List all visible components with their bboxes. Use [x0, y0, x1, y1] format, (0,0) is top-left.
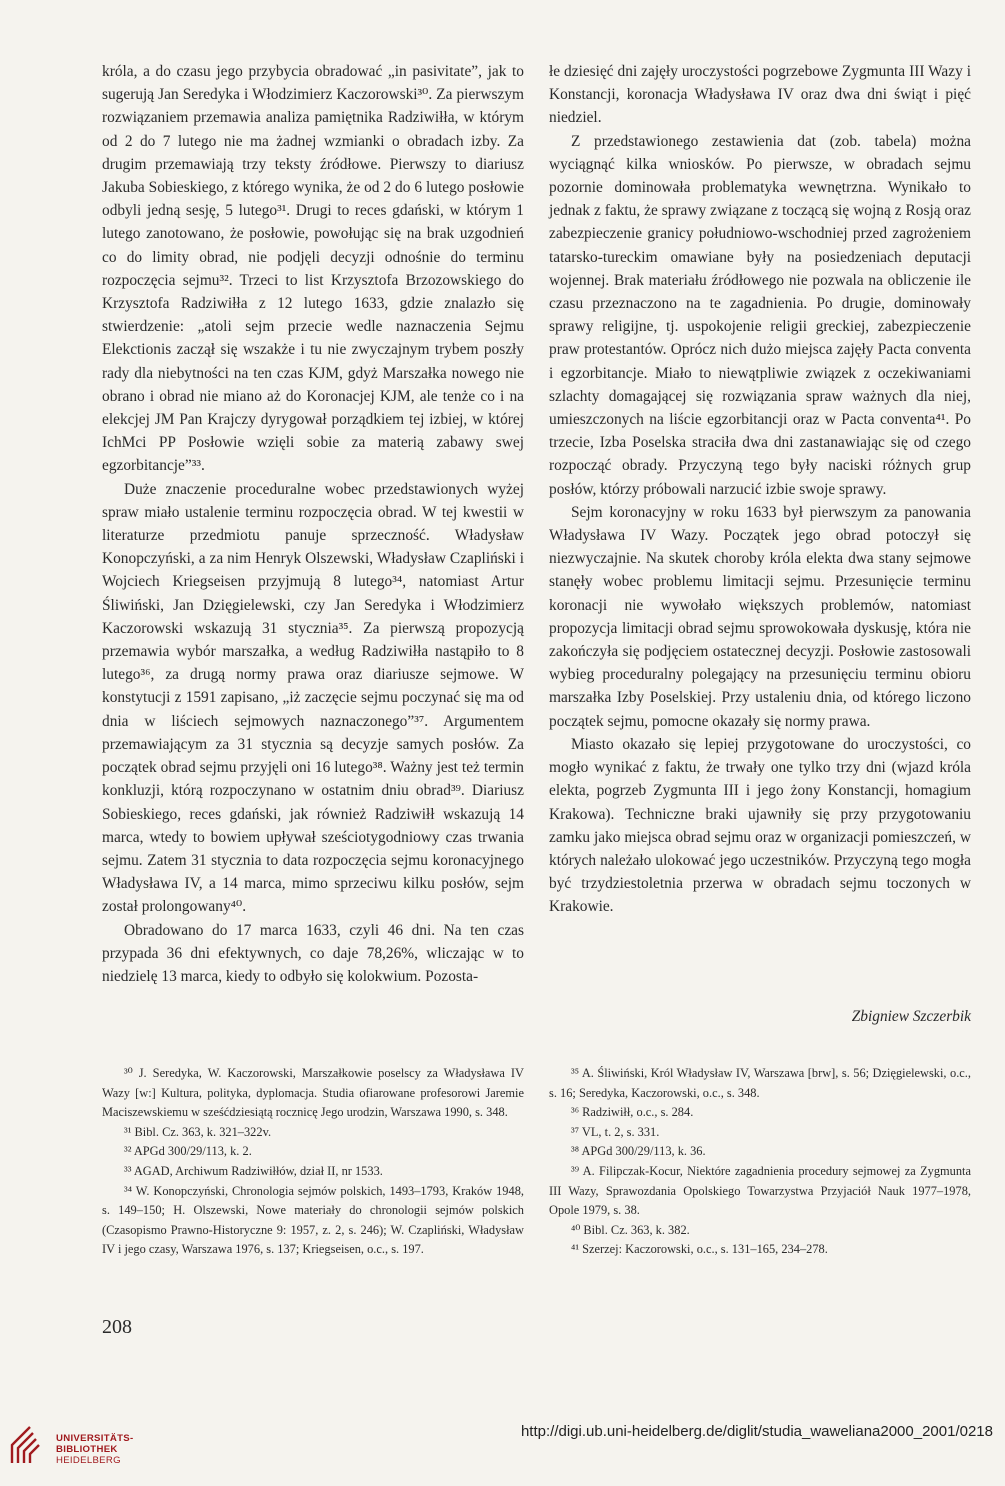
library-name-line: UNIVERSITÄTS- [56, 1433, 134, 1444]
body-paragraph: Sejm koronacyjny w roku 1633 był pierwszym za panowania Władysława IV Wazy. Początek jego obrad potoczył się niezwyczajnie. Na skutek choroby króla elekta dwa stany sejmowe stanęły wobec problemu limitacji sejmu. Przesunięcie terminu koronacji nie wywołało większych problemów, natomiast propozycja limitacji obrad sejmu sprowokowała dyskusję, która nie zakończyła się podjęciem ostatecznej decyzji. Posłowie zastosowali wybieg proceduralny polegający na przesunięciu terminu obioru marszałka Izby Poselskiej. Przy ustaleniu dnia, od którego liczono początek sejmu, pomocne okazały się normy prawa. [549, 503, 971, 730]
footnote: ⁴¹ Szerzej: Kaczorowski, o.c., s. 131–165, 234–278. [571, 1242, 828, 1257]
footnotes-left [102, 1064, 524, 1260]
body-paragraph: króla, a do czasu jego przybycia obradować „in pasivitate”, jak to sugerują Jan Seredyka i Włodzimierz Kaczorowski³⁰. Za pierwszym rozwiązaniem przemawia analiza pamiętnika Radziwiłła, w którym od 2 do 7 lutego nie ma żadnej wzmianki o obradach izby. Za drugim przemawiają trzy teksty źródłowe. Pierwszy to diariusz Jakuba Sobieskiego, z którego wynika, że od 2 do 6 lutego posłowie odbyli jedną sesję, 5 lutego³¹. Drugi to reces gdański, w którym 1 lutego zanotowano, że posłowie, powołując się na brak uzgodnień co do limity obrad, nie podjęli decyzji odnośnie do terminu rozpoczęcia sejmu³². Trzeci to list Krzysztofa Brzozowskiego do Krzysztofa Radziwiłła z 12 lutego 1633, gdzie znalazło się stwierdzenie: „atoli sejm przecie wedle naznaczenia Sejmu Elekctionis zaczął się wszakże i tu nie zwyczajnym trybem poszły rady dla niebytności na ten czas KJM, gdyż Marszałka nowego nie obrano i obrad nie miano aż do Koronacjej KJM, ale tenże co i na elekcjej JM Pan Krajczy dyrygował porządkiem tej izbiej, w której IchMci PP Posłowie wzięli sobie za materią zabawy swej egzorbitancje”³³. [102, 63, 524, 475]
library-name [56, 1433, 133, 1466]
page-number: 208 [102, 1316, 132, 1338]
main-text-right-column [549, 60, 971, 919]
author-signature: Zbigniew Szczerbik [851, 1008, 971, 1025]
library-name-line: HEIDELBERG [56, 1455, 121, 1466]
body-paragraph: Miasto okazało się lepiej przygotowane do uroczystości, co mogło wynikać z faktu, że trwały one tylko trzy dni (wjazd króla elekta, pogrzeb Zygmunta III i jego żony Konstancji, homagium Krakowa). Techniczne braki ujawniły się przy przygotowaniu zamku jako miejsca obrad sejmu oraz w organizacji pomieszczeń, w których należało ulokować jego uczestników. Przyczyną tego mogła być trzydziestoletnia przerwa w obradach sejmu toczonych w Krakowie. [549, 735, 971, 916]
body-paragraph: Duże znaczenie proceduralne wobec przedstawionych wyżej spraw miało ustalenie terminu rozpoczęcia obrad. W tej kwestii w literaturze przedmiotu panuje sprzeczność. Władysław Konopczyński, a za nim Henryk Olszewski, Władysław Czapliński i Wojciech Kriegseisen przyjmują 8 lutego³⁴, natomiast Artur Śliwiński, Jan Dzięgielewski, czy Jan Seredyka i Włodzimierz Kaczorowski wskazują 31 stycznia³⁵. Za pierwszą propozycją przemawia wybór marszałka, a według Radziwiłła nastąpiło to 8 lutego³⁶, za drugą normy prawa oraz diariusze sejmowe. W konstytucji z 1591 zapisano, „iż zaczęcie sejmu poczynać się ma od dnia w liściech sejmowych naznaczonego”³⁷. Argumentem przemawiającym za 31 stycznia są decyzje samych posłów. Za początek obrad sejmu przyjęli oni 16 lutego³⁸. Ważny jest też termin konkluzji, którą rozpoczynano w ostatnim dniu obrad³⁹. Diariusz Sobieskiego, reces gdański, jak również Radziwiłł wskazują 14 marca, wtedy to bowiem upływał sześciotygodniowy czas trwania sejmu. Zatem 31 stycznia to data rozpoczęcia sejmu koronacyjnego Władysława IV, a 14 marca, mimo sprzeciwu kilku posłów, sejm został prolongowany⁴⁰. [102, 480, 524, 916]
footnote: ³⁹ A. Filipczak-Kocur, Niektóre zagadnienia procedury sejmowej za Zygmunta III Wazy, Sprawozdania Opolskiego Towarzystwa Przyjaciół Nauk 1977–1978, Opole 1979, s. 38. [549, 1163, 971, 1218]
footnote: ³⁰ J. Seredyka, W. Kaczorowski, Marszałkowie poselscy za Władysława IV Wazy [w:] Kultura, polityka, dyplomacja. Studia ofiarowane profesorowi Jaremie Maciszewskiemu w sześćdziesiątą rocznicę Jego urodzin, Warszawa 1990, s. 348. [102, 1066, 524, 1120]
main-text-left-column [102, 60, 524, 988]
body-paragraph: Obradowano do 17 marca 1633, czyli 46 dni. Na ten czas przypada 36 dni efektywnych, co daje 78,26%, wliczając w to niedzielę 13 marca, kiedy to odbyło się kolokwium. Pozosta- [102, 921, 524, 985]
footnote: ³¹ Bibl. Cz. 363, k. 321–322v. [124, 1124, 272, 1139]
footnote: ³² APGd 300/29/113, k. 2. [124, 1144, 252, 1159]
library-name-line: BIBLIOTHEK [56, 1444, 118, 1455]
body-paragraph: Z przedstawionego zestawienia dat (zob. tabela) można wyciągnąć kilka wniosków. Po pierwsze, w obradach sejmu pozornie dominowała problematyka wewnętrzna. Wynikało to jednak z faktu, że sprawy związane z toczącą się wojną z Rosją oraz zabezpieczenie granicy południowo-wschodniej przed zagrożeniem tatarsko-tureckim omawiane były na posiedzeniach deputacji wojennej. Brak materiału źródłowego nie pozwala na obliczenie ile czasu przeznaczono na te zagadnienia. Po drugie, dominowały sprawy religijne, tj. uspokojenie religii greckiej, zabezpieczenie praw protestantów. Oprócz nich dużo miejsca zajęły Pacta conventa i egzorbitancje. Miało to niewątpliwie związek z oczekiwaniami szlachty domagającej się rozwiązania spraw ważnych dla niej, umieszczonych na liście egzorbitancji oraz w Pacta conventa⁴¹. Po trzecie, Izba Poselska straciła dwa dni zastanawiając się od czego rozpocząć obrady. Przyczyną tego były naciski różnych grup posłów, którzy próbowali narzucić izbie swoje sprawy. [549, 132, 971, 498]
library-logo-icon [8, 1423, 52, 1467]
footnote: ³³ AGAD, Archiwum Radziwiłłów, dział II, nr 1533. [124, 1163, 383, 1178]
footnote: ³⁴ W. Konopczyński, Chronologia sejmów polskich, 1493–1793, Kraków 1948, s. 149–150; H. Olszewski, Nowe materiały do chronologii sejmów polskich (Czasopismo Prawno-Historyczne 9: 1957, z. 2, s. 246); W. Czapliński, Władysław IV i jego czasy, Warszawa 1976, s. 137; Kriegseisen, o.c., s. 197. [102, 1183, 524, 1257]
digitization-footer [0, 1415, 1005, 1475]
body-paragraph: łe dziesięć dni zajęły uroczystości pogrzebowe Zygmunta III Wazy i Konstancji, koronacja Władysława IV oraz dwa dni świąt i pięć niedziel. [549, 63, 971, 127]
source-url[interactable]: http://digi.ub.uni-heidelberg.de/diglit/studia_waweliana2000_2001/0218 [520, 1423, 993, 1440]
footnote: ³⁶ Radziwiłł, o.c., s. 284. [571, 1105, 694, 1120]
footnote: ³⁸ APGd 300/29/113, k. 36. [571, 1144, 706, 1159]
footnote: ³⁵ A. Śliwiński, Król Władysław IV, Warszawa [brw], s. 56; Dzięgielewski, o.c., s. 16; Seredyka, Kaczorowski, o.c., s. 348. [549, 1066, 971, 1100]
footnote: ³⁷ VL, t. 2, s. 331. [571, 1124, 660, 1139]
footnote: ⁴⁰ Bibl. Cz. 363, k. 382. [571, 1222, 690, 1237]
footnotes-right [549, 1064, 971, 1260]
